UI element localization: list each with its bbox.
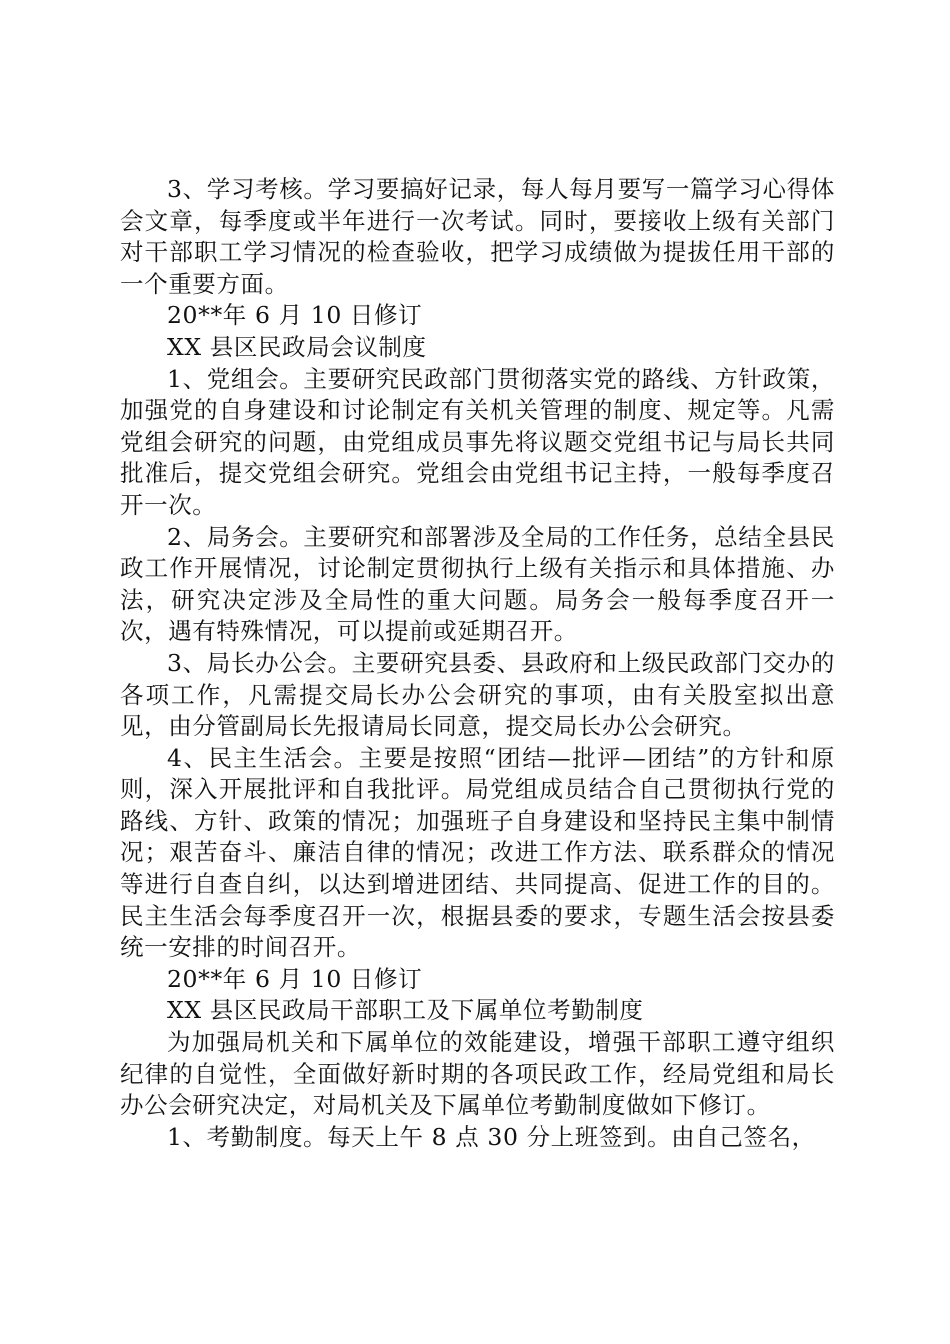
section-title-meeting-system: XX 县区民政局会议制度 [167,332,427,361]
section-title-attendance-system: XX 县区民政局干部职工及下属单位考勤制度 [167,996,644,1025]
paragraph-attendance-intro: 为加强局机关和下属单位的效能建设，增强干部职工遵守组织纪律的自觉性，全面做好新时期的各项民政工作，经局党组和局长办公会研究决定，对局机关及下属单位考勤制度做如下修订。 [120,1028,835,1120]
paragraph-director-office-meeting: 3、局长办公会。主要研究县委、县政府和上级民政部门交办的各项工作，凡需提交局长办公会研究的事项，由有关股室拟出意见，由分管副局长先报请局长同意，提交局长办公会研究。 [120,648,835,741]
paragraph-party-group-meeting: 1、党组会。主要研究民政部门贯彻落实党的路线、方针政策，加强党的自身建设和讨论制定有关机关管理的制度、规定等。凡需党组会研究的问题，由党组成员事先将议题交党组书记与局长共同批准后，提交党组会研究。党组会由党组书记主持，一般每季度召开一次。 [120,364,835,519]
revision-date: 20**年 6 月 10 日修订 [167,964,423,993]
paragraph-democratic-life-meeting: 4、民主生活会。主要是按照“团结—批评—团结”的方针和原则，深入开展批评和自我批评。局党组成员结合自己贯彻执行党的路线、方针、政策的情况；加强班子自身建设和坚持民主集中制情况；艰苦奋斗、廉洁自律的情况；改进工作方法、联系群众的情况等进行自查自纠，以达到增进团结、共同提高、促进工作的目的。民主生活会每季度召开一次，根据县委的要求，专题生活会按县委统一安排的时间召开。 [120,743,835,962]
paragraph-bureau-affairs-meeting: 2、局务会。主要研究和部署涉及全局的工作任务，总结全县民政工作开展情况，讨论制定贯彻执行上级有关指示和具体措施、办法，研究决定涉及全局性的重大问题。局务会一般每季度召开一次，遇有特殊情况，可以提前或延期召开。 [120,522,835,646]
paragraph-attendance-rule-1: 1、考勤制度。每天上午 8 点 30 分上班签到。由自己签名， [167,1122,816,1151]
document-body [120,174,835,1153]
revision-date: 20**年 6 月 10 日修订 [167,301,423,330]
paragraph-study-assessment: 3、学习考核。学习要搞好记录，每人每月要写一篇学习心得体会文章，每季度或半年进行一次考试。同时，要接收上级有关部门对干部职工学习情况的检查验收，把学习成绩做为提拔任用干部的一个重要方面。 [120,175,835,298]
